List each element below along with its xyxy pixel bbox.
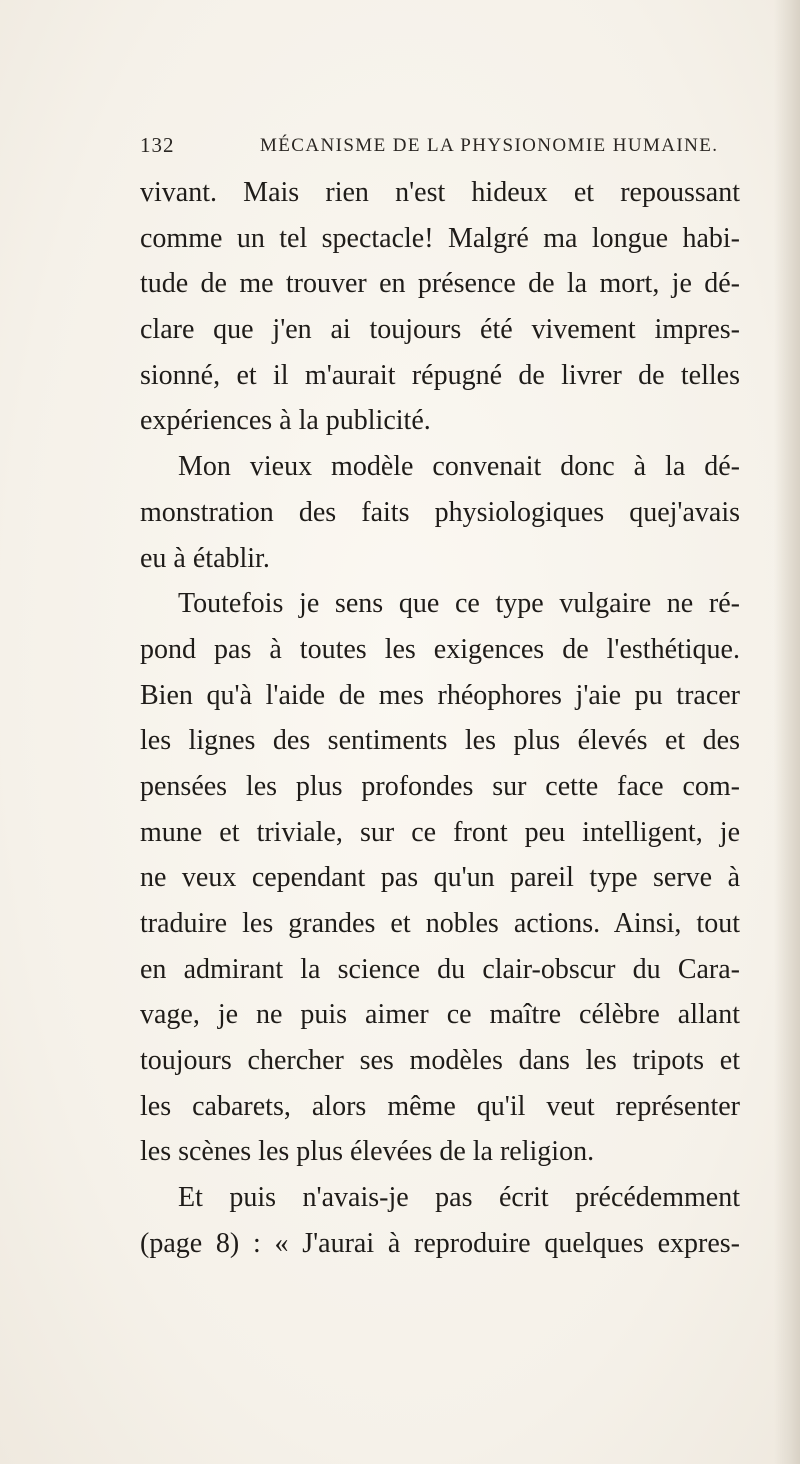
text-line: Toutefois je sens que ce type vulgaire ne ré- bbox=[178, 588, 740, 620]
text-line: en admirant la science du clair-obscur du Cara- bbox=[140, 953, 740, 985]
text-line: ne veux cependant pas qu'un pareil type serve à bbox=[140, 862, 740, 894]
text-line: les scènes les plus élevées de la religion. bbox=[140, 1136, 595, 1168]
text-line: pensées les plus profondes sur cette face com- bbox=[140, 770, 740, 802]
text-line: pond pas à toutes les exigences de l'esthétique. bbox=[140, 633, 740, 665]
text-line: monstration des faits physiologiques quej'avais bbox=[140, 496, 740, 528]
text-line: (page 8) : « J'aurai à reproduire quelques expres- bbox=[140, 1227, 740, 1259]
text-line: tude de me trouver en présence de la mort, je dé- bbox=[140, 268, 740, 300]
text-line: sionné, et il m'aurait répugné de livrer de telles bbox=[140, 359, 740, 391]
running-header bbox=[120, 133, 740, 159]
text-line: vage, je ne puis aimer ce maître célèbre allant bbox=[140, 999, 740, 1031]
text-line: les cabarets, alors même qu'il veut représenter bbox=[140, 1090, 740, 1122]
text-line: expériences à la publicité. bbox=[140, 405, 431, 437]
body-text bbox=[140, 170, 740, 1267]
text-line: eu à établir. bbox=[140, 542, 270, 574]
text-line: mune et triviale, sur ce front peu intelligent, je bbox=[140, 816, 740, 848]
text-line: Et puis n'avais-je pas écrit précédemment bbox=[178, 1182, 740, 1214]
running-title: MÉCANISME DE LA PHYSIONOMIE HUMAINE. bbox=[260, 135, 719, 156]
text-line: toujours chercher ses modèles dans les tripots et bbox=[140, 1045, 740, 1077]
text-line: Mon vieux modèle convenait donc à la dé- bbox=[178, 451, 740, 483]
text-line: traduire les grandes et nobles actions. Ainsi, tout bbox=[140, 908, 740, 939]
text-line: Bien qu'à l'aide de mes rhéophores j'aie pu tracer bbox=[140, 679, 740, 711]
page-edge-shadow bbox=[774, 0, 800, 1464]
text-line: vivant. Mais rien n'est hideux et repoussant bbox=[140, 177, 740, 208]
text-line: clare que j'en ai toujours été vivement impres- bbox=[140, 314, 740, 346]
text-line: les lignes des sentiments les plus élevés et des bbox=[140, 725, 740, 757]
text-line: comme un tel spectacle! Malgré ma longue habi- bbox=[140, 222, 740, 254]
page-number: 132 bbox=[140, 133, 175, 157]
